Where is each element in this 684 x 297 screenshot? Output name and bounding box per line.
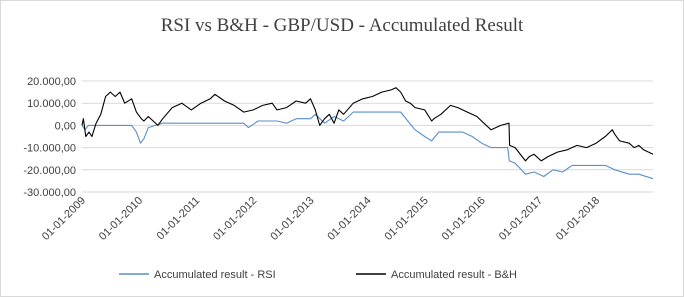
x-tick-label: 01-01-2014 <box>325 194 374 243</box>
x-tick-label: 01-01-2010 <box>96 194 146 243</box>
x-tick-label: 01-01-2013 <box>268 194 317 243</box>
y-tick-label: 0,00 <box>54 120 76 133</box>
chart-title: RSI vs B&H - GBP/USD - Accumulated Result <box>160 15 524 36</box>
x-tick-label: 01-01-2011 <box>154 194 203 243</box>
x-tick-label: 01-01-2016 <box>439 194 488 243</box>
x-tick-label: 01-01-2012 <box>211 194 260 243</box>
series-line-bh <box>82 88 653 161</box>
legend-label: Accumulated result - B&H <box>391 269 517 281</box>
x-tick-label: 01-01-2009 <box>39 194 89 243</box>
y-tick-label: 10.000,00 <box>27 98 76 111</box>
series-line-rsi <box>82 112 653 179</box>
y-tick-label: 20.000,00 <box>27 76 76 88</box>
x-tick-label: 01-01-2018 <box>553 194 603 243</box>
y-tick-label: -10.000,00 <box>23 142 76 155</box>
legend-label: Accumulated result - RSI <box>154 269 276 281</box>
y-tick-label: -20.000,00 <box>23 164 76 177</box>
x-tick-label: 01-01-2015 <box>382 194 431 243</box>
y-tick-label: -30.000,00 <box>23 187 76 199</box>
chart-plot <box>1 1 683 296</box>
x-tick-label: 01-01-2017 <box>496 194 546 243</box>
